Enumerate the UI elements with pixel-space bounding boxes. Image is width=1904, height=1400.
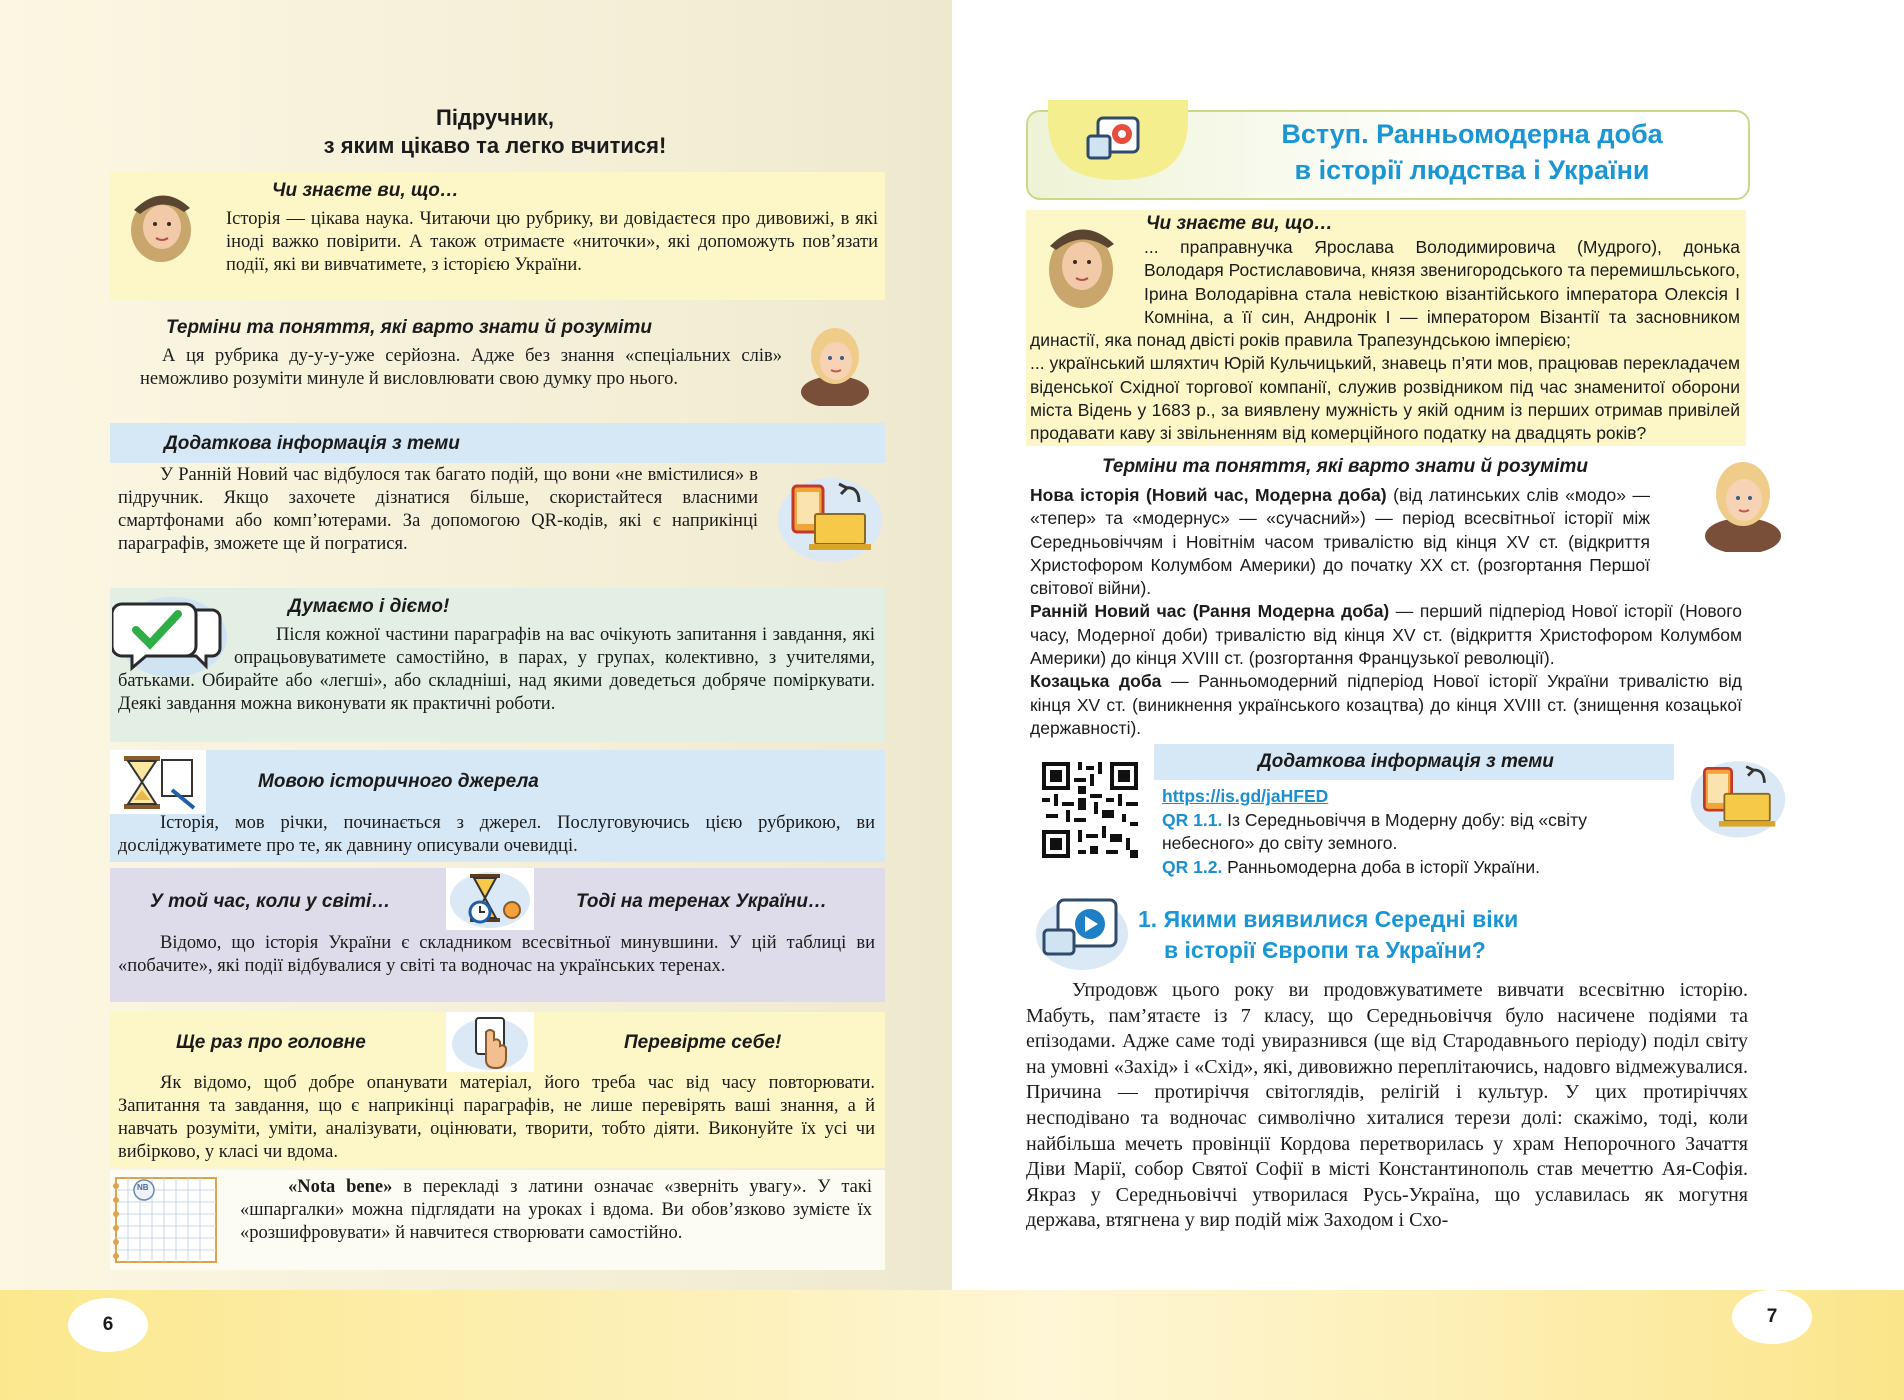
additional-info-heading: Додаткова інформація з теми (164, 433, 460, 454)
did-you-know-heading: Чи знаєте ви, що… (272, 180, 459, 201)
nota-bene-text: «Nota bene» в перекладі з латини означає «зверніть увагу». У такі «шпаргалки» можна підглядати на уроках і вдома. Ви обов’язково зумієте їх «розшифровувати» й навчитеся створювати самостійно. (240, 1177, 872, 1243)
main-again-heading: Ще раз про головне (176, 1032, 366, 1053)
think-act-heading: Думаємо і діємо! (288, 596, 450, 617)
meanwhile-text: Відомо, що історія України є складником всесвітньої минувшини. У цій таблиці ви «побачите», які події відбувалися у світі та водночас на українських теренах. (118, 933, 875, 976)
hourglass-icon (110, 750, 206, 814)
page-number-left: 6 (68, 1298, 148, 1352)
qr-code-icon[interactable] (1042, 762, 1138, 858)
page-number-right: 7 (1732, 1290, 1812, 1344)
tap-hand-icon (446, 1012, 534, 1072)
source-heading: Мовою історичного джерела (258, 771, 539, 792)
nota-bene-badge: NB (137, 1183, 149, 1192)
terms-text: А ця рубрика ду-у-у-уже серйозна. Адже без знання «спеціальних слів» неможливо розуміти минуле й висловлювати свою думку про нього. (140, 346, 782, 389)
phone-laptop-icon (775, 470, 885, 565)
page-footer (0, 1290, 1904, 1400)
meanwhile-world-heading: У той час, коли у світі… (150, 891, 391, 912)
additional-info-heading: Додаткова інформація з теми (1258, 751, 1554, 772)
hourglass-gear-icon (446, 868, 534, 930)
section-title: 1. Якими виявилися Середні віки в історії Європи та України? (1138, 906, 1519, 963)
source-text: Історія, мов річки, починається з джерел. Послуговуючись цією рубрикою, ви досліджуватимете про те, як давнину описували очевидці. (118, 813, 875, 856)
check-yourself-heading: Перевірте себе! (624, 1032, 782, 1053)
think-act-text: Після кожної частини параграфів на вас очікують запитання і завдання, які опрацьовуватимете самостійно, в парах, у групах, колективно, з учителями, батьками. Обирайте або «легші», або складніші, над якими доведеться добряче поміркувати. Деякі завдання можна виконувати як практичні роботи. (118, 625, 875, 714)
did-you-know-text: Історія — цікава наука. Читаючи цю рубрику, ви довідаєтеся про дивовижі, в які іноді важко повірити. А також отримаєте «ниточки», які допоможуть пов’язати події, які ви вивчатимете, з історією України. (226, 209, 878, 275)
terms-heading: Терміни та поняття, які варто знати й розуміти (166, 317, 652, 338)
boy-avatar-icon (796, 314, 874, 406)
terms-text: Нова історія (Новий час, Модерна доба) (від латинських слів «модо» — «тепер» та «модернус» — «сучасний») — період всесвітньої історії між Середньовіччям і Новітнім часом тривалістю від кінця XV ст. (відкриття Христофором Колумбом Америки) до початку XX ст. (розгортання Першої світової війни). Ранній Новий час (Рання Модерна доба) — перший підперіод Нової історії (Нового часу, Модерної доби) тривалістю від кінця XV ст. (відкриття Христофором Колумбом Америки) до кінця XVIII ст. (розгортання Французької революції). Козацька доба — Ранньомодерний підперіод Нової історії України тривалістю від кінця XV ст. (виникнення українського козацтва) до кінця XVIII ст. (знищення козацької державності). (1030, 485, 1742, 738)
video-play-icon (1032, 890, 1132, 974)
chapter-icon (1048, 100, 1188, 180)
additional-info-text: У Ранній Новий час відбулося так багато подій, що вони «не вмістилися» в підручник. Якщо захочете дізнатися більше, скористайтеся власними смартфонами або комп’ютерами. За допомогою QR-кодів, які є наприкінці параграфів, зможете ще й погратися. (118, 465, 758, 554)
qr-link[interactable]: https://is.gd/jaHFED (1162, 786, 1329, 806)
qr-1-1-text: QR 1.1. Із Середньовіччя в Модерну добу: від «світу небесного» до світу земного. (1162, 810, 1588, 854)
right-page (952, 0, 1904, 1290)
did-you-know-text: ... праправнучка Ярослава Володимировича (Мудрого), донька Володаря Ростиславовича, князя звенигородського та перемишльського, Ірина Володарівна стала невісткою візантійського імператора Олексія I Комніна, а її син, Андронік I — імператором Візантії та засновником династії, яка понад двісті років правила Трапезундською імперією; ... український шляхтич Юрій Кульчицький, знавець п’яти мов, працював перекладачем віденської Східної торгової компанії, служив розвідником під час знаменитої оборони міста Відень у 1683 р., за виявлену мужність у якій одним із перших отримав привілей продавати каву зі звільненням від комерційного податку на двадцять років? (1030, 237, 1740, 444)
main-again-text: Як відомо, щоб добре опанувати матеріал, його треба час від часу повторювати. Запитання та завдання, що є наприкінці параграфів, не лише перевірять ваші знання, а й навчать розуміти, уміти, аналізувати, оцінювати, творити, тобто діяти. Виконуйте їх усі чи вибірково, у класі чи вдома. (118, 1073, 875, 1162)
notepad-icon (112, 1174, 222, 1266)
did-you-know-heading: Чи знаєте ви, що… (1146, 213, 1333, 234)
page-title: Підручник, з яким цікаво та легко вчитися! (323, 105, 667, 158)
phone-laptop-icon (1688, 752, 1788, 842)
meanwhile-ukraine-heading: Тоді на теренах України… (576, 891, 827, 912)
qr-1-2-text: QR 1.2. Ранньомодерна доба в історії України. (1162, 857, 1540, 877)
terms-heading: Терміни та поняття, які варто знати й розуміти (1102, 456, 1588, 477)
section-text: Упродовж цього року ви продовжуватимете вивчати всесвітню історію. Мабуть, пам’ятаєте із 7 класу, що Середньовіччя було насичене подіями та епізодами. Адже саме тоді увиразнився (ще від Стародавнього періоду) поділ світу на умовні «Захід» і «Схід», які, дивовижно переплітаючись, надовго відмежувалися. Причина — протиріччя світоглядів, релігій і культур. У цих протиріччях несподівано та водночас символічно хиталися терези долі: скажімо, тоді, коли найбільша мечеть провінції Кордова перетворилась у храм Непорочного Зачаття Діви Марії, собор Святої Софії в місті Константинополь став мечеттю Ая-Софія. Якраз у Середньовіччі утворилася Русь-Україна, що уславилась як могутня держава, втягнена у вир подій між Заходом і Схо- (1026, 979, 1748, 1232)
left-page (0, 0, 952, 1290)
chapter-title: Вступ. Ранньомодерна доба в історії людства і України (1281, 119, 1663, 185)
